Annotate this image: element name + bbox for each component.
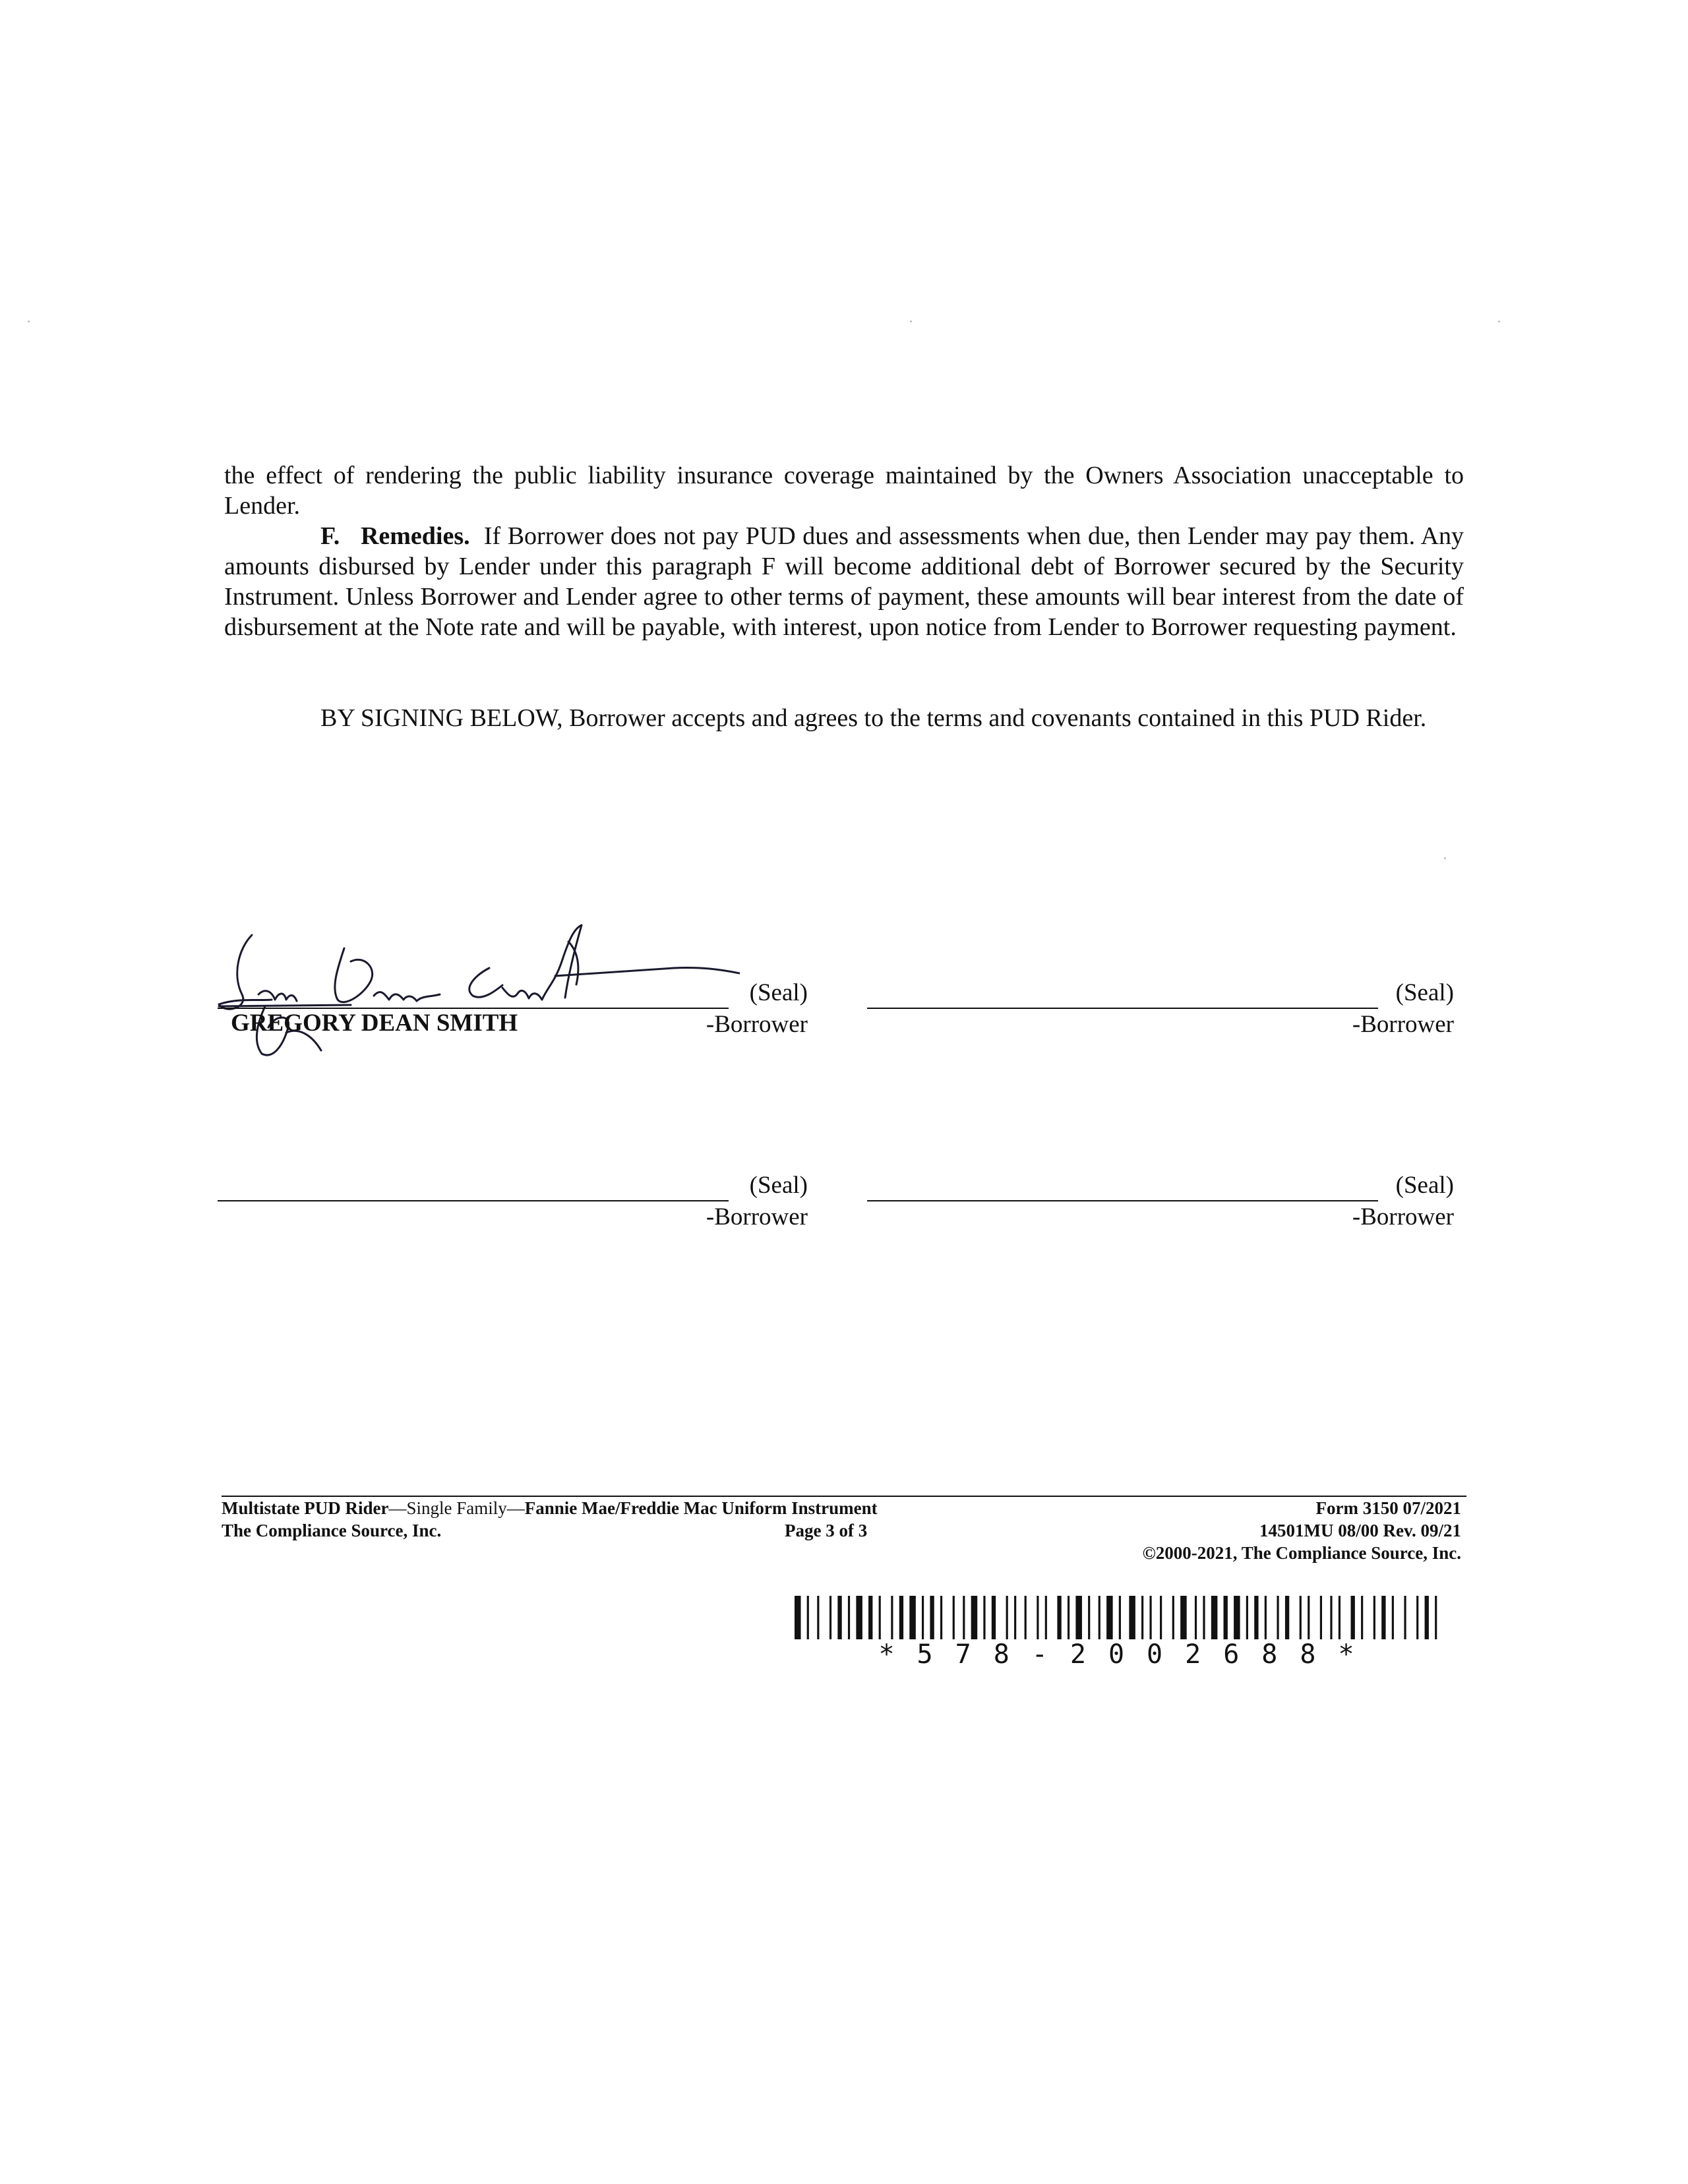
section-f-label: F.	[320, 522, 340, 550]
barcode-bar	[963, 1596, 965, 1639]
barcode-bar	[1203, 1596, 1205, 1639]
barcode-bar	[1180, 1596, 1187, 1639]
barcode-bar	[909, 1596, 916, 1639]
footer-form-code: 14501MU 08/00 Rev. 09/21	[1259, 1521, 1461, 1540]
footer-title-part: —Single Family—	[388, 1498, 525, 1518]
barcode-bar	[1099, 1596, 1100, 1639]
barcode-bar	[1149, 1596, 1151, 1639]
borrower-role-label: -Borrower	[1352, 1011, 1454, 1038]
barcode-bar	[1119, 1596, 1121, 1639]
footer-company: The Compliance Source, Inc.	[222, 1521, 442, 1540]
barcode-bar	[922, 1596, 924, 1639]
barcode-bar	[1361, 1596, 1363, 1639]
barcode-bar	[1416, 1596, 1418, 1639]
seal-label: (Seal)	[1395, 1172, 1454, 1199]
section-f-text: If Borrower does not pay PUD dues and assessments when due, then Lender may pay them. Any amounts disbursed by Lender under this paragraph F will become additional debt of Borrower secured by the Security Instrument. Unless Borrower and Lender agree to other terms of payment, these amounts will bear interest from the date of disbursement at the Note rate and will be payable, with interest, upon notice from Lender to Borrower requesting payment.	[224, 522, 1464, 641]
barcode-bar	[1265, 1596, 1267, 1639]
barcode-bar	[1308, 1596, 1310, 1639]
barcode-bar	[1045, 1596, 1047, 1639]
seal-label: (Seal)	[749, 1172, 808, 1199]
barcode-bar	[940, 1596, 942, 1639]
section-f-title: Remedies.	[360, 522, 470, 550]
barcode-bar	[1435, 1596, 1437, 1639]
signature-block-3	[218, 1171, 808, 1250]
borrower-role-label: -Borrower	[706, 1203, 808, 1230]
footer-title-part: Multistate PUD Rider	[222, 1498, 389, 1518]
barcode-bar	[1224, 1596, 1228, 1639]
borrower-role-label: -Borrower	[1352, 1203, 1454, 1230]
barcode-bar	[1277, 1596, 1279, 1639]
section-f-remedies	[224, 521, 1464, 642]
barcode-bar	[1172, 1596, 1174, 1639]
barcode-bar	[1320, 1596, 1322, 1639]
barcode-bar	[817, 1596, 819, 1639]
scan-speck	[28, 320, 30, 322]
barcode-bar	[1246, 1596, 1248, 1639]
barcode-bar	[1285, 1596, 1289, 1639]
barcode-bar	[1025, 1596, 1027, 1639]
barcode-text: *578-2002688*	[878, 1639, 1377, 1670]
seal-label: (Seal)	[749, 979, 808, 1006]
barcode-bar	[1425, 1596, 1429, 1639]
barcode-bar	[1234, 1596, 1240, 1639]
barcode-bar	[829, 1596, 831, 1639]
barcode-bar	[848, 1596, 850, 1639]
scan-speck	[1444, 857, 1446, 859]
barcode-bar	[1037, 1596, 1039, 1639]
barcode-bar	[930, 1596, 934, 1639]
barcode-bar	[971, 1596, 978, 1639]
barcode-bar	[1160, 1596, 1162, 1639]
barcode-bar	[953, 1596, 955, 1639]
barcode-bar	[1339, 1596, 1341, 1639]
barcode-bar	[1014, 1596, 1016, 1639]
signature-block-1	[218, 979, 808, 1058]
borrower-role-label: -Borrower	[706, 1011, 808, 1038]
barcode-bar	[1106, 1596, 1113, 1639]
barcode-bar	[1075, 1596, 1082, 1639]
scan-speck	[910, 320, 912, 322]
barcode-bar	[1392, 1596, 1394, 1639]
footer-page-number: Page 3 of 3	[785, 1521, 868, 1540]
barcode-bar	[1141, 1596, 1143, 1639]
barcode-bar	[1195, 1596, 1197, 1639]
paragraph-text: the effect of rendering the public liability insurance coverage maintained by the Owners Association unacceptable to Lender.	[224, 462, 1464, 520]
footer-copyright: ©2000-2021, The Compliance Source, Inc.	[1142, 1543, 1461, 1563]
barcode-bar	[891, 1596, 893, 1639]
seal-label: (Seal)	[1395, 979, 1454, 1006]
barcode-bar	[1381, 1596, 1385, 1639]
barcode-bar	[1254, 1596, 1258, 1639]
barcode-bar	[868, 1596, 872, 1639]
signature-block-4	[867, 1171, 1454, 1250]
barcode-bar	[1351, 1596, 1355, 1639]
signature-block-2	[867, 979, 1454, 1058]
barcode-bar	[1006, 1596, 1008, 1639]
barcode-bar	[1211, 1596, 1218, 1639]
barcode-bar	[837, 1596, 841, 1639]
barcode-bar	[992, 1596, 996, 1639]
barcode-bar	[1068, 1596, 1070, 1639]
footer-title-part: Fannie Mae/Freddie Mac Uniform Instrument	[524, 1498, 878, 1518]
signing-statement-text: BY SIGNING BELOW, Borrower accepts and agrees to the terms and covenants contained in this PUD Rider.	[320, 704, 1427, 732]
barcode-bar	[899, 1596, 903, 1639]
footer-form-title	[222, 1497, 878, 1519]
barcode-bar	[1088, 1596, 1090, 1639]
borrower-name: GREGORY DEAN SMITH	[231, 1010, 518, 1037]
barcode-bar	[1330, 1596, 1332, 1639]
scan-speck	[1498, 320, 1500, 322]
barcode-bar	[983, 1596, 985, 1639]
barcode-bar	[807, 1596, 809, 1639]
barcode-bar	[1129, 1596, 1135, 1639]
signature-line	[218, 1200, 729, 1201]
signing-statement	[224, 703, 1464, 733]
barcode-bar	[1404, 1596, 1406, 1639]
footer-form-number: Form 3150 07/2021	[1315, 1498, 1461, 1518]
signature-line	[867, 1200, 1378, 1201]
paragraph-continuation	[224, 460, 1464, 521]
barcode-bar	[1057, 1596, 1061, 1639]
barcode-bar	[1300, 1596, 1302, 1639]
signature-line	[867, 1008, 1378, 1009]
barcode-bar	[1373, 1596, 1375, 1639]
barcode-bar	[856, 1596, 862, 1639]
barcode-bar	[795, 1596, 801, 1639]
barcode-bar	[879, 1596, 881, 1639]
